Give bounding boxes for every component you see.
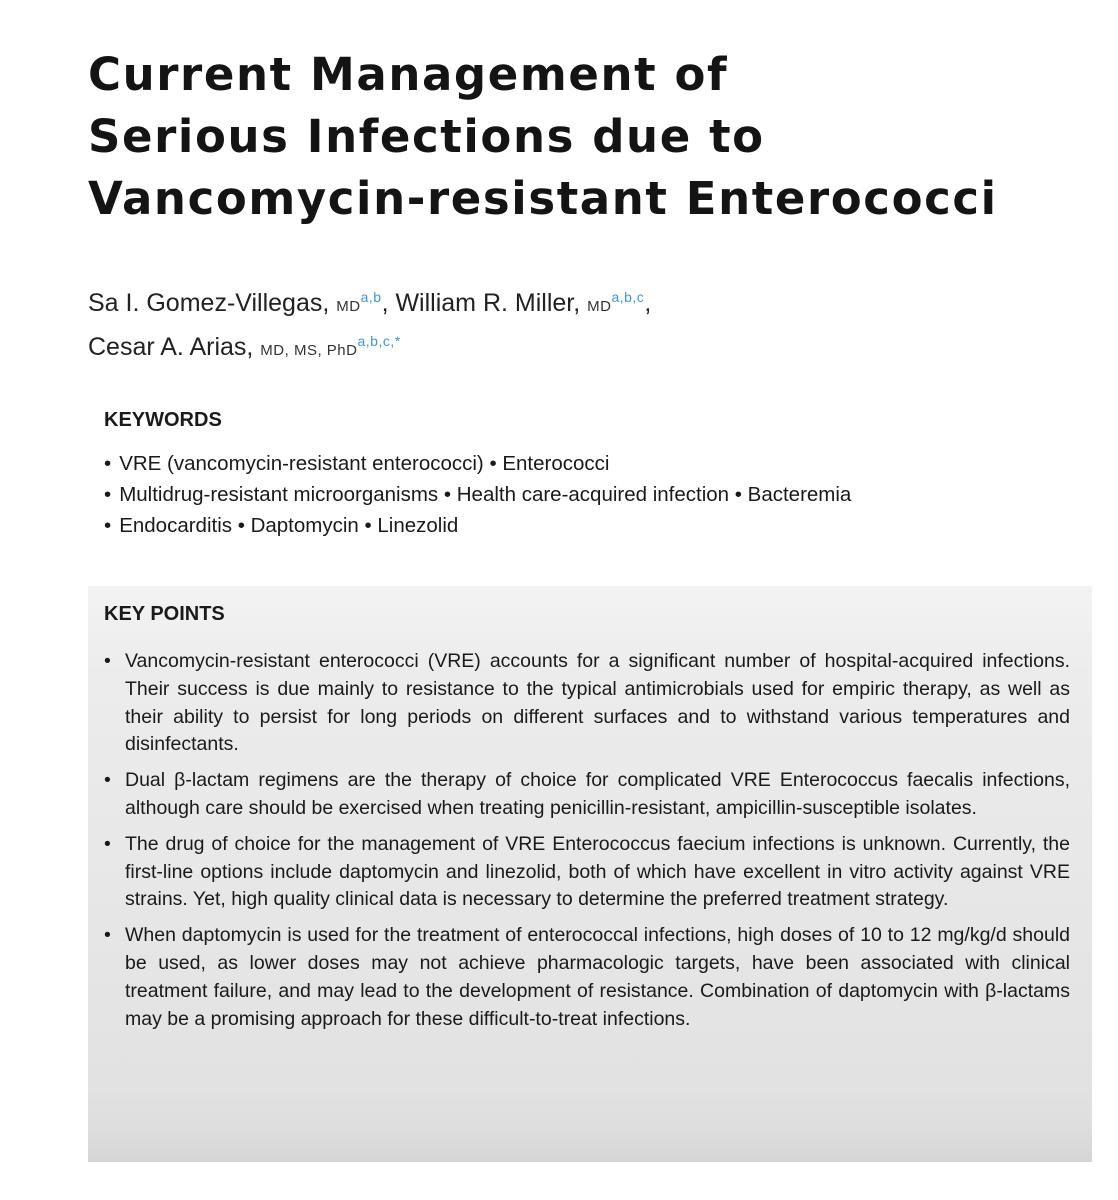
author-2-name: , William R. Miller, — [381, 289, 588, 317]
bullet-icon: • — [104, 452, 112, 475]
author-3-degree: MD, MS, PhD — [260, 342, 358, 359]
article-title — [88, 44, 1098, 230]
key-point-text: Vancomycin-resistant enterococci (VRE) accounts for a significant number of hospital-acquired infections. Their success is due mainly to resistance to the typical antimicrobials used for empiric therapy, as well as their ability to persist for long periods on different surfaces and to withstand various temperatures and disinfectants. — [125, 650, 1070, 756]
bullet-icon: • — [104, 514, 112, 537]
key-point-item — [104, 648, 1070, 759]
bullet-icon: • — [104, 483, 112, 506]
bullet-icon: • — [104, 924, 111, 947]
key-point-item — [104, 922, 1070, 1033]
author-2-degree: MD — [587, 298, 612, 315]
author-line-end: , — [644, 289, 652, 317]
key-points-box — [88, 586, 1092, 1162]
key-point-item — [104, 767, 1070, 823]
bullet-icon: • — [104, 832, 111, 855]
author-2-affiliation[interactable]: a,b,c — [611, 289, 645, 305]
author-3-name: Cesar A. Arias, — [88, 333, 261, 361]
author-1-name: Sa I. Gomez-Villegas, — [88, 289, 337, 317]
key-point-item — [104, 831, 1070, 914]
keywords-heading: KEYWORDS — [104, 409, 222, 431]
author-line-1 — [88, 280, 1088, 324]
author-1-affiliation[interactable]: a,b — [360, 289, 382, 305]
title-line-1: Current Management of — [88, 48, 729, 101]
keyword-text: Multidrug-resistant microorganisms • Health care-acquired infection • Bacteremia — [119, 483, 852, 506]
keyword-line — [104, 448, 1084, 479]
key-points-list — [104, 648, 1070, 1041]
keyword-text: VRE (vancomycin-resistant enterococci) • Enterococci — [119, 452, 610, 475]
bullet-icon: • — [104, 650, 111, 672]
keyword-line — [104, 510, 1084, 541]
bullet-icon: • — [104, 769, 111, 792]
author-line-2 — [88, 324, 1088, 368]
key-points-heading: KEY POINTS — [104, 603, 225, 625]
keyword-text: Endocarditis • Daptomycin • Linezolid — [119, 514, 459, 537]
title-line-2: Serious Infections due to — [88, 110, 765, 163]
key-point-text: When daptomycin is used for the treatment of enterococcal infections, high doses of 10 to 12 mg/kg/d should be used, as lower doses may not achieve pharmacologic targets, have been associated with clinical treatment failure, and may lead to the development of resistance. Combination of daptomycin with β-lactams may be a promising approach for these difficult-to-treat infections. — [125, 924, 1070, 1030]
keywords-section — [104, 404, 1084, 541]
author-3-affiliation[interactable]: a,b,c,* — [357, 333, 401, 349]
keyword-line — [104, 479, 1084, 510]
author-1-degree: MD — [336, 298, 361, 315]
title-line-3: Vancomycin-resistant Enterococci — [88, 172, 998, 225]
key-point-text: The drug of choice for the management of VRE Enterococcus faecium infections is unknown. Currently, the first-line options include daptomycin and linezolid, both of which have excellent in vitro activity against VRE strains. Yet, high quality clinical data is necessary to determine the preferred treatment strategy. — [125, 832, 1070, 911]
key-point-text: Dual β-lactam regimens are the therapy of choice for complicated VRE Enterococcus faecalis infections, although care should be exercised when treating penicillin-resistant, ampicillin-susceptible isolates. — [125, 769, 1070, 819]
author-list — [88, 280, 1088, 368]
